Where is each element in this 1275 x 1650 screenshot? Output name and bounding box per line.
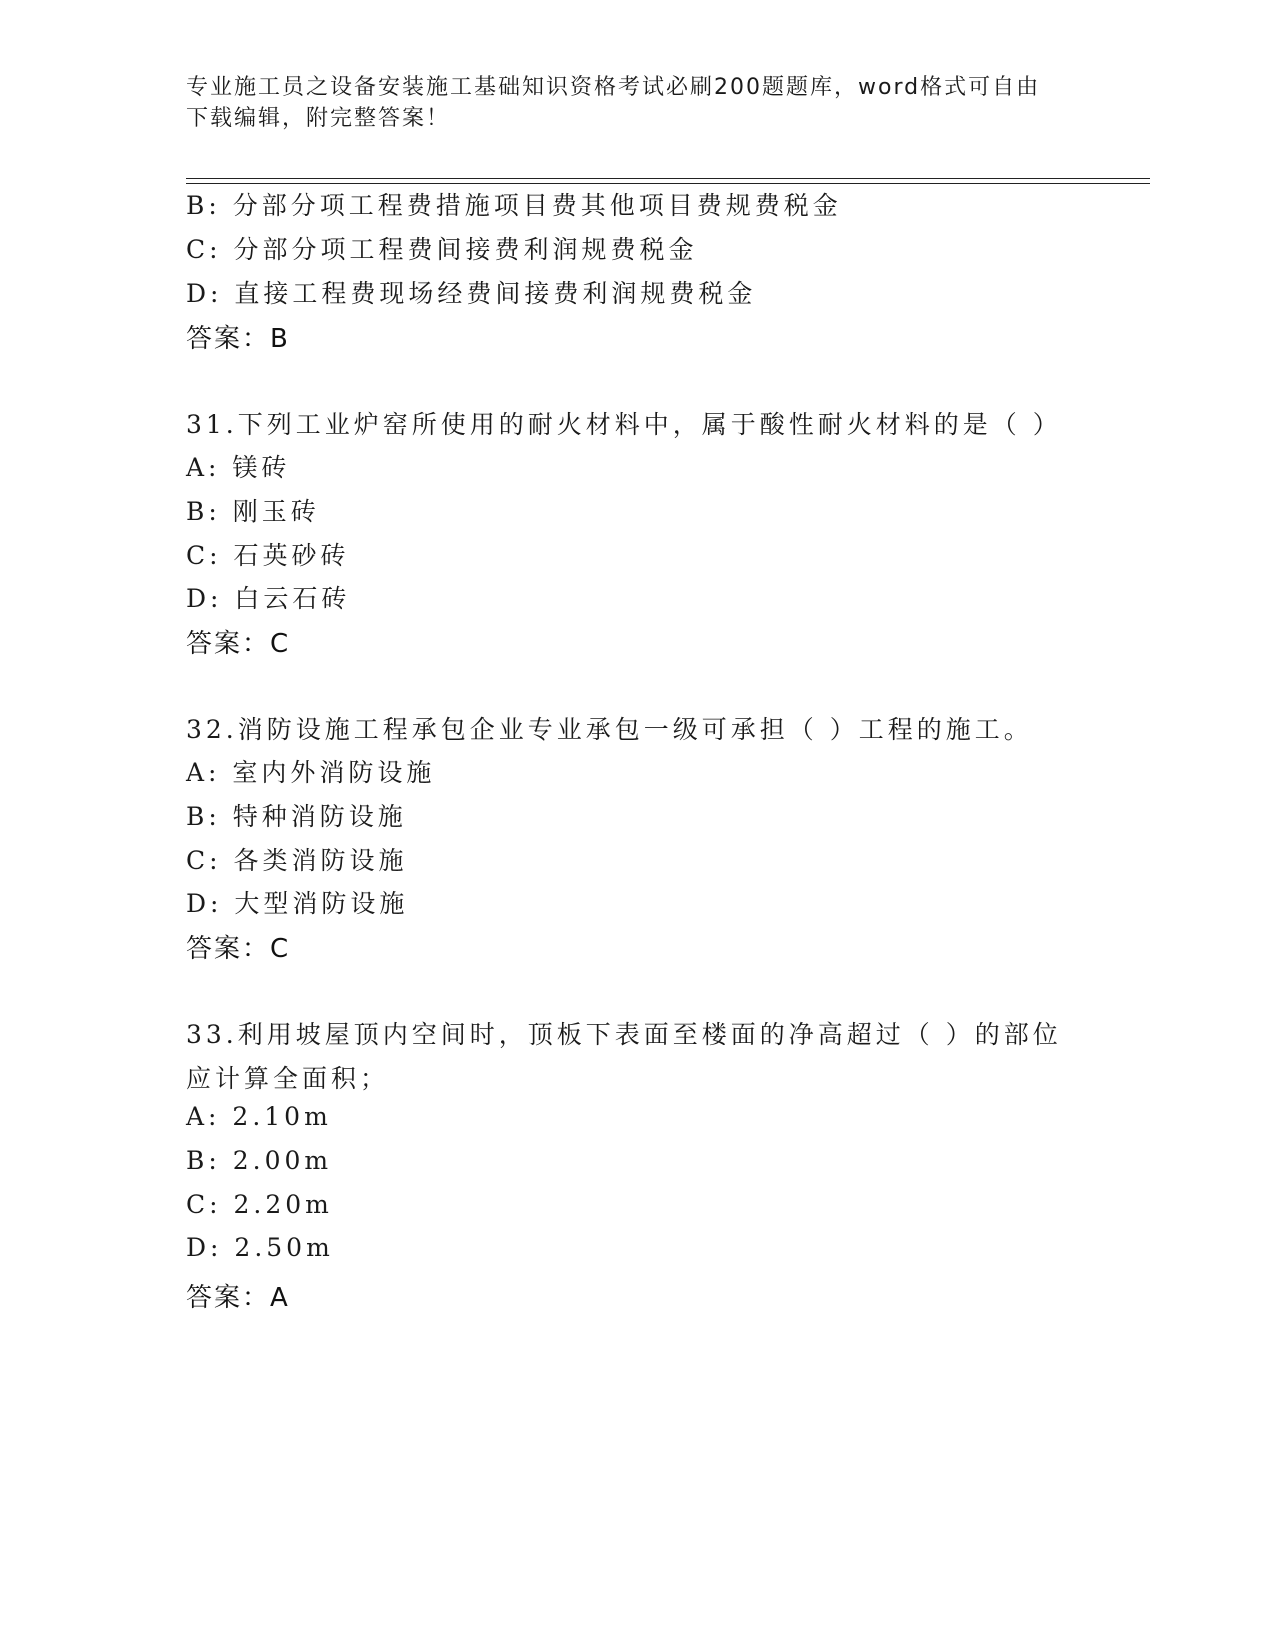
prev-option-b: B: 分部分项工程费措施项目费其他项目费规费税金 bbox=[186, 191, 842, 220]
document-header bbox=[186, 72, 1086, 134]
question-32-stem: 32.消防设施工程承包企业专业承包一级可承担（ ）工程的施工。 bbox=[186, 715, 1033, 744]
question-33-option-d: D: 2.50m bbox=[186, 1233, 334, 1262]
question-31-answer: 答案：C bbox=[186, 629, 291, 659]
prev-answer: 答案：B bbox=[186, 324, 290, 354]
question-32-answer: 答案：C bbox=[186, 934, 291, 964]
question-33-option-c: C: 2.20m bbox=[186, 1190, 333, 1219]
question-31-option-a: A: 镁砖 bbox=[186, 453, 291, 482]
question-31-stem: 31.下列工业炉窑所使用的耐火材料中，属于酸性耐火材料的是（ ） bbox=[186, 410, 1062, 439]
prev-option-c: C: 分部分项工程费间接费利润规费税金 bbox=[186, 235, 698, 264]
question-33-option-a: A: 2.10m bbox=[186, 1102, 332, 1131]
question-32-option-a: A: 室内外消防设施 bbox=[186, 758, 436, 787]
header-divider-bottom bbox=[186, 183, 1150, 184]
question-33-stem-line-1: 33.利用坡屋顶内空间时，顶板下表面至楼面的净高超过（ ）的部位 bbox=[186, 1020, 1062, 1049]
prev-option-d: D: 直接工程费现场经费间接费利润规费税金 bbox=[186, 279, 757, 308]
header-line-2: 下载编辑，附完整答案！ bbox=[186, 106, 451, 131]
question-31-option-d: D: 白云石砖 bbox=[186, 584, 351, 613]
question-32-option-d: D: 大型消防设施 bbox=[186, 889, 409, 918]
question-31-option-b: B: 刚玉砖 bbox=[186, 497, 320, 526]
question-33-answer: 答案：A bbox=[186, 1283, 290, 1313]
question-33-stem-line-2: 应计算全面积； bbox=[186, 1064, 390, 1093]
header-line-1: 专业施工员之设备安装施工基础知识资格考试必刷200题题库，word格式可自由 bbox=[186, 75, 1041, 100]
question-33-option-b: B: 2.00m bbox=[186, 1146, 333, 1175]
question-31-option-c: C: 石英砂砖 bbox=[186, 541, 350, 570]
header-divider-top bbox=[186, 178, 1150, 179]
question-32-option-b: B: 特种消防设施 bbox=[186, 802, 407, 831]
question-32-option-c: C: 各类消防设施 bbox=[186, 846, 408, 875]
